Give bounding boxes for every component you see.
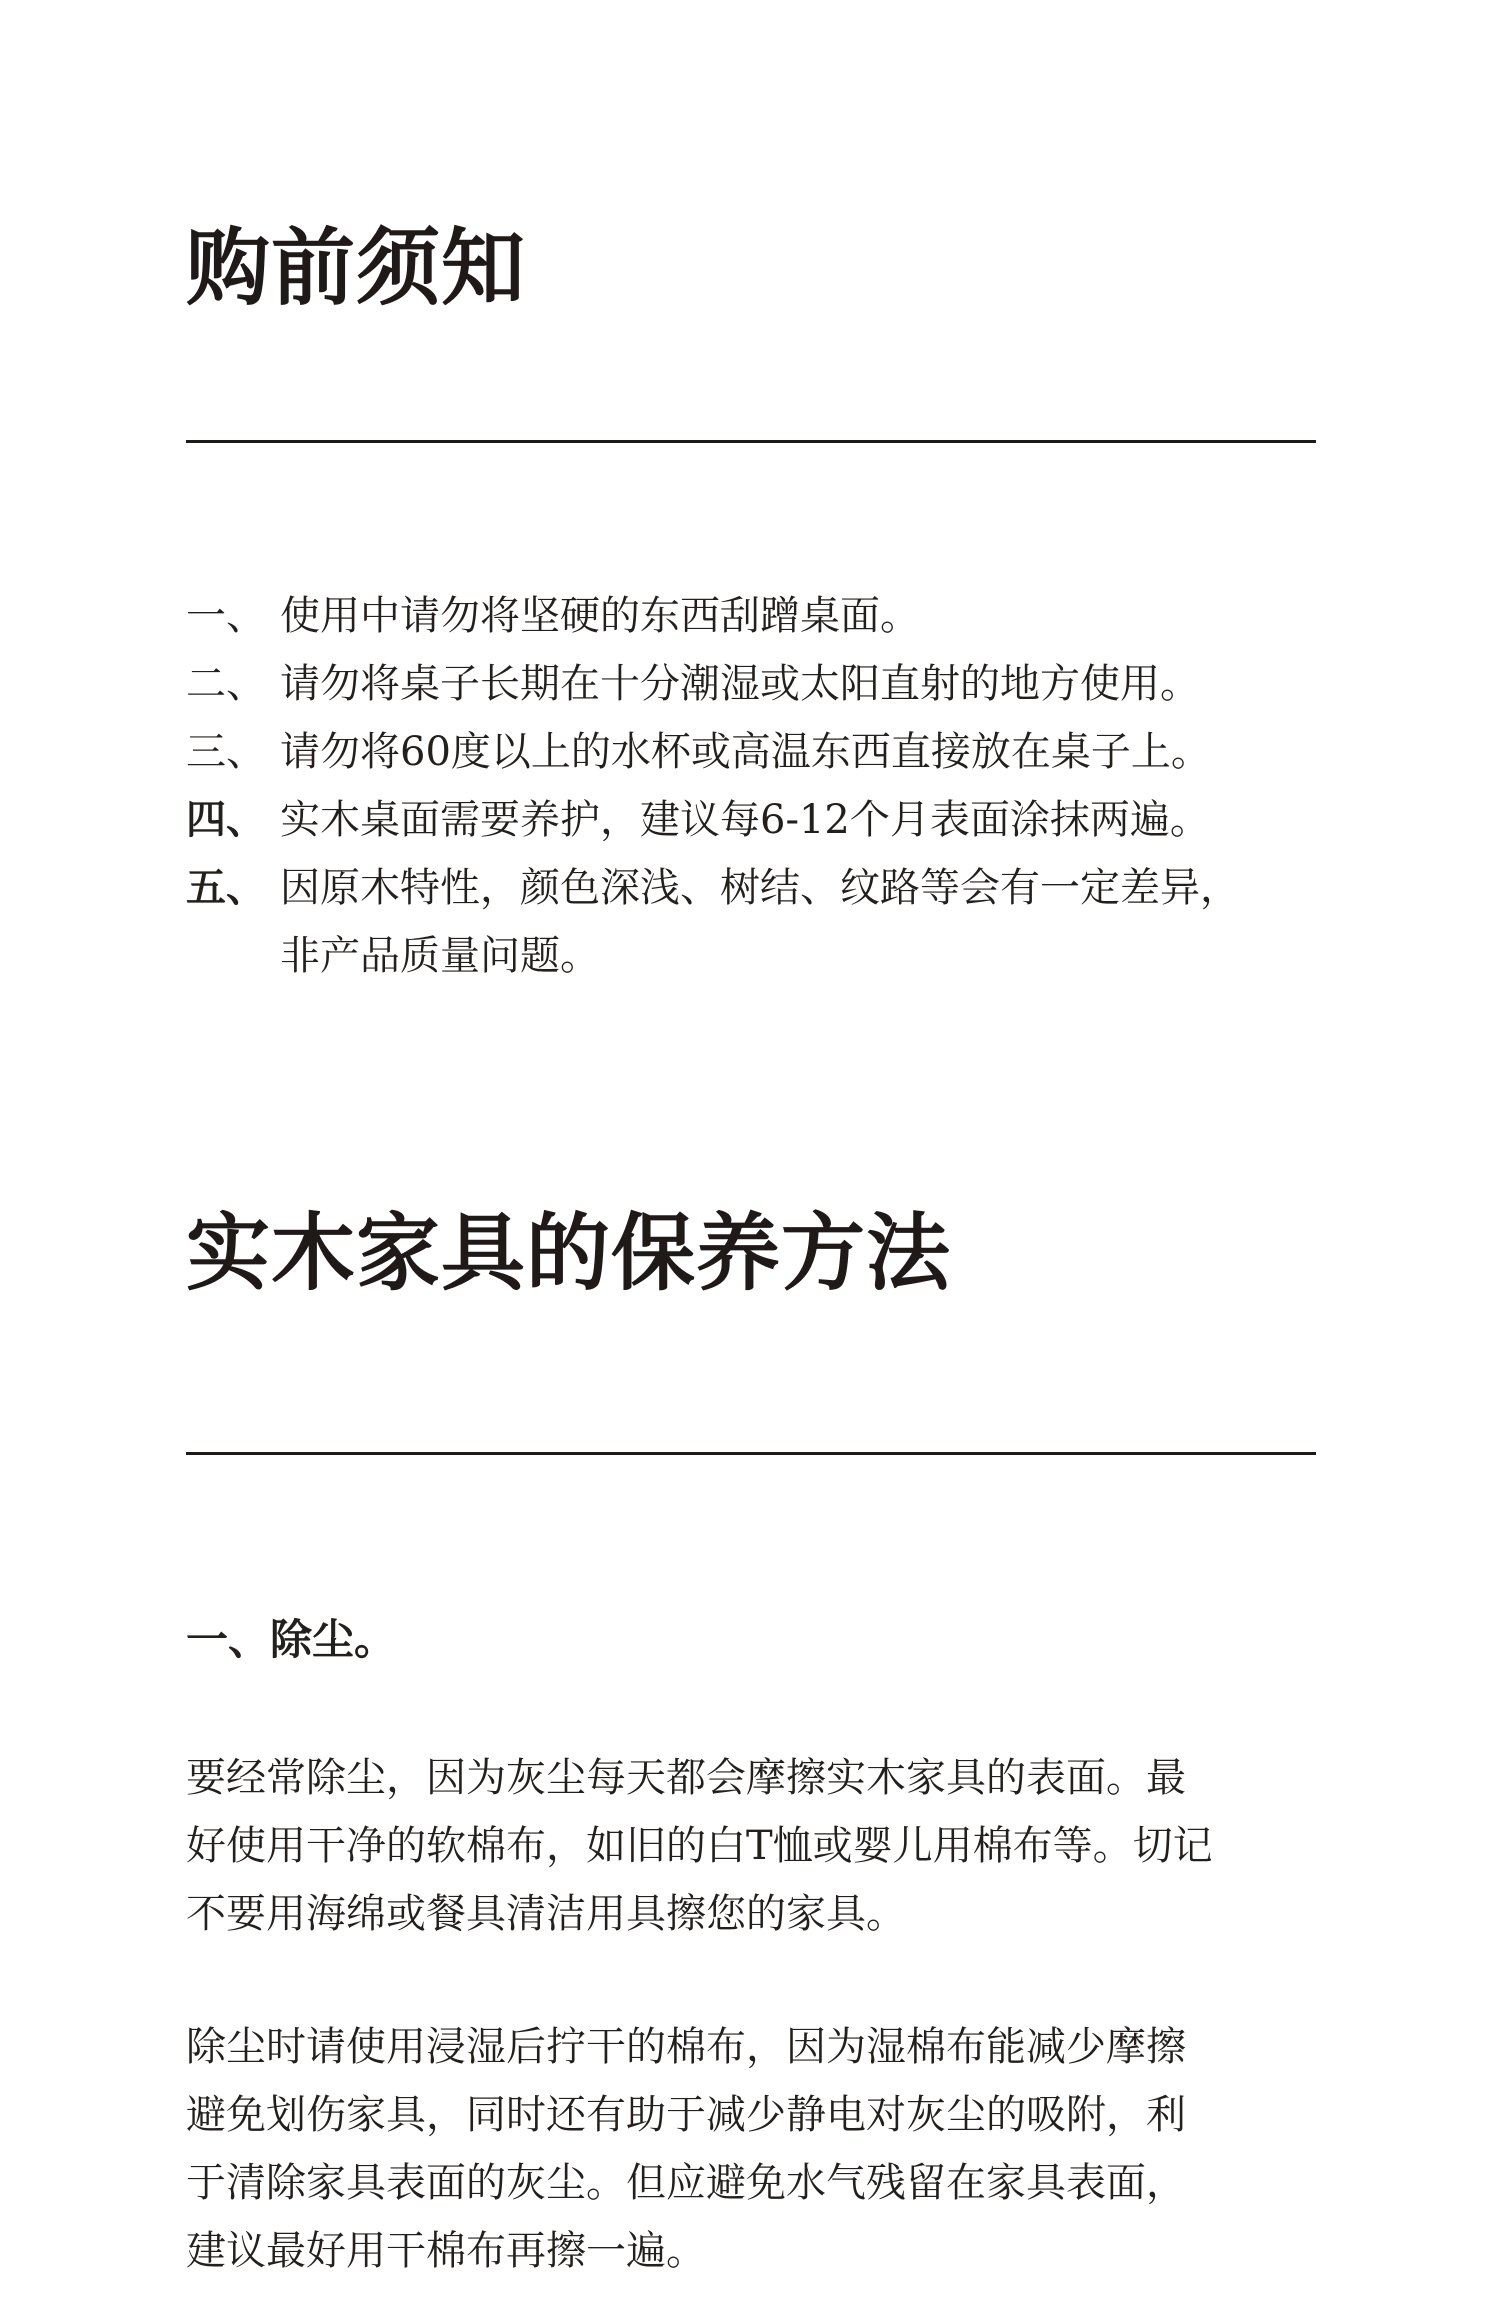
notice-text: 请勿将60度以上的水杯或高温东西直接放在桌子上。: [280, 729, 1211, 775]
section-title-care-methods: 实木家具的保养方法: [186, 1203, 952, 1302]
paragraph-line: 要经常除尘，因为灰尘每天都会摩擦实木家具的表面。最: [186, 1755, 1186, 1801]
notice-item: [186, 650, 1336, 718]
notice-text: 使用中请勿将坚硬的东西刮蹭桌面。: [280, 593, 920, 639]
notice-text: 非产品质量问题。: [280, 933, 600, 979]
paragraph-line: 除尘时请使用浸湿后拧干的棉布，因为湿棉布能减少摩擦: [186, 2024, 1186, 2070]
notice-indent: [186, 922, 280, 990]
paragraph-line: 建议最好用干棉布再擦一遍。: [186, 2228, 706, 2274]
care-paragraph: [186, 2013, 1186, 2285]
notice-number: 一、: [186, 593, 266, 639]
notice-item: [186, 786, 1336, 854]
section-title-purchase-notice: 购前须知: [186, 218, 527, 317]
notice-item-continuation: [186, 922, 1336, 990]
notice-number: 五、: [186, 864, 266, 911]
care-paragraph: [186, 1744, 1213, 1948]
notice-number: 四、: [186, 796, 266, 843]
notice-item: [186, 582, 1336, 650]
notice-text: 因原木特性，颜色深浅、树结、纹路等会有一定差异，: [280, 865, 1240, 911]
notice-text: 实木桌面需要养护，建议每6-12个月表面涂抹两遍。: [280, 797, 1210, 843]
paragraph-line: 好使用干净的软棉布，如旧的白T恤或婴儿用棉布等。切记: [186, 1823, 1213, 1869]
paragraph-line: 于清除家具表面的灰尘。但应避免水气残留在家具表面，: [186, 2160, 1186, 2206]
divider-line: [186, 1452, 1316, 1455]
notice-item: [186, 854, 1336, 922]
notice-item: [186, 718, 1336, 786]
divider-line: [186, 440, 1316, 443]
paragraph-line: 不要用海绵或餐具清洁用具擦您的家具。: [186, 1891, 906, 1937]
notice-number: 三、: [186, 729, 266, 775]
care-step-heading: 一、除尘。: [186, 1615, 397, 1664]
notice-text: 请勿将桌子长期在十分潮湿或太阳直射的地方使用。: [280, 661, 1200, 707]
notice-list: [186, 582, 1336, 990]
notice-number: 二、: [186, 661, 266, 707]
paragraph-line: 避免划伤家具，同时还有助于减少静电对灰尘的吸附，利: [186, 2092, 1186, 2138]
